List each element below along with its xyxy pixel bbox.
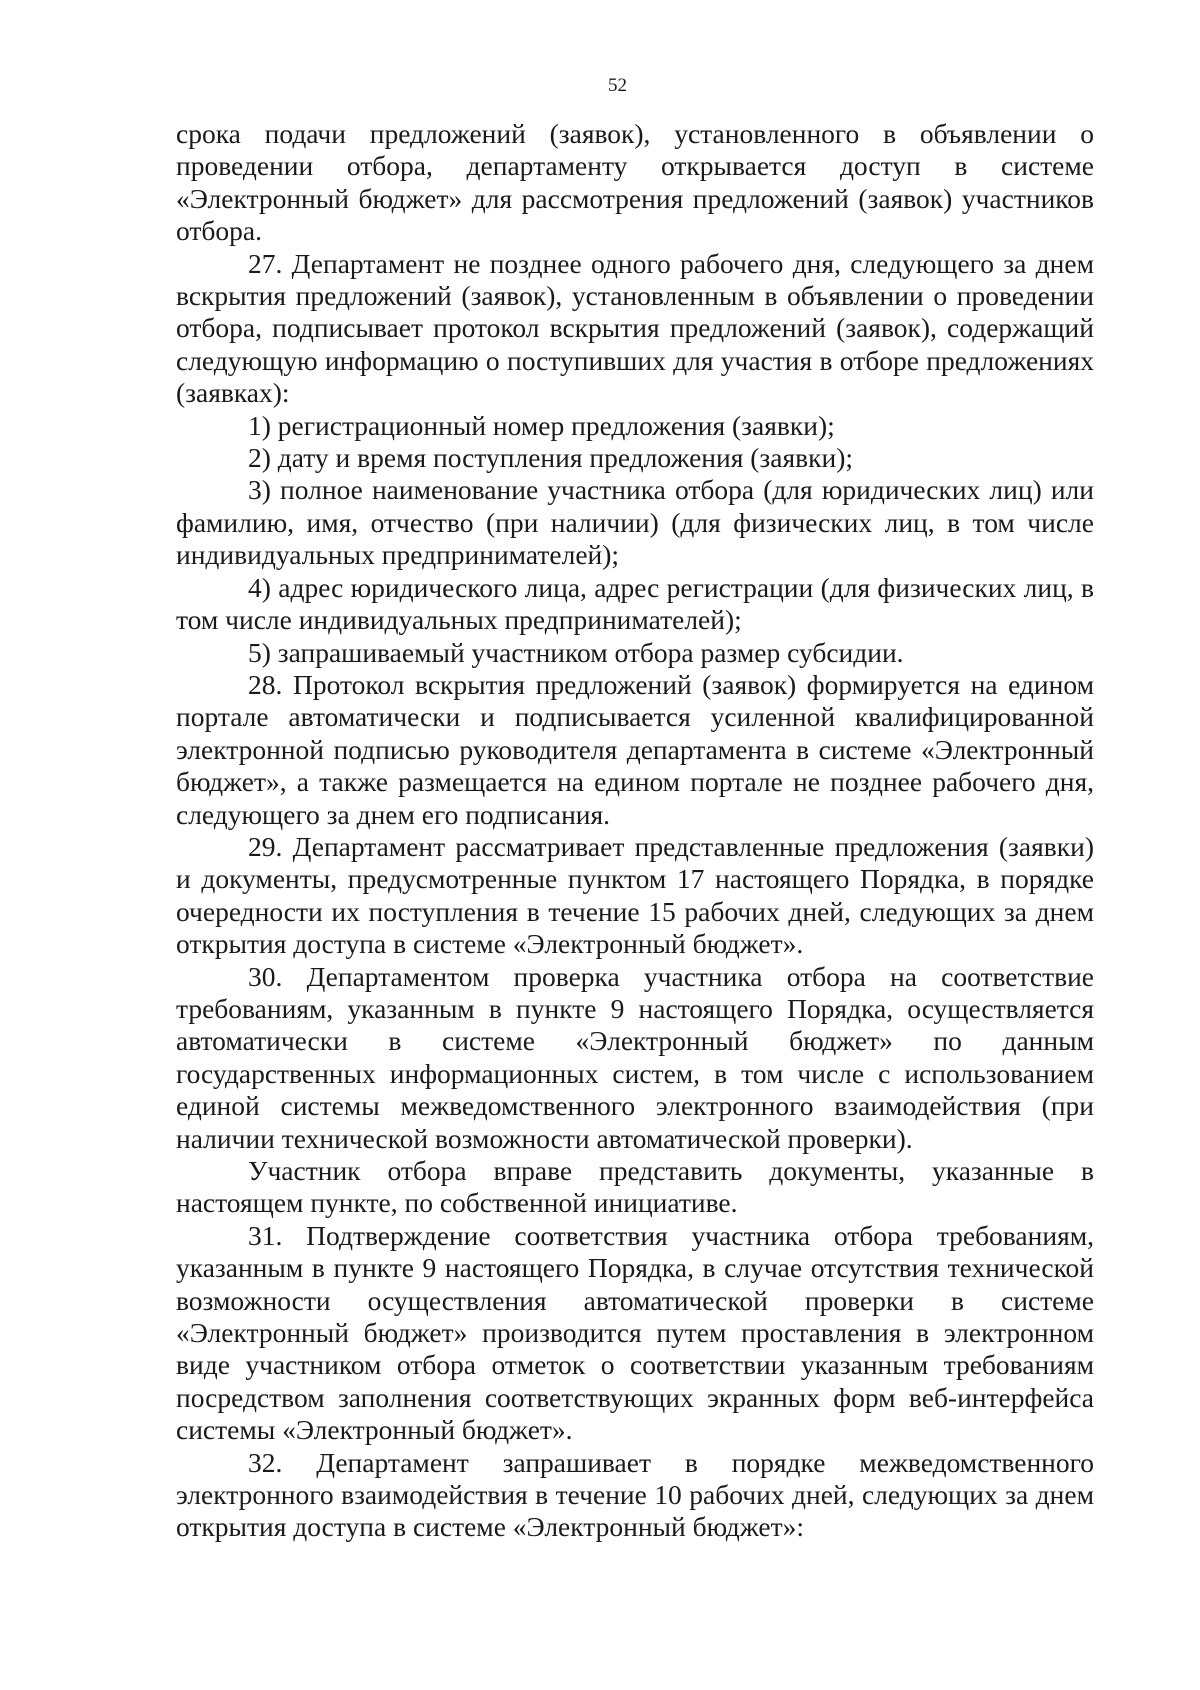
document-body — [176, 118, 1094, 1544]
paragraph-item-30-note: Участник отбора вправе представить документы, указанные в настоящем пункте, по собственной инициативе. — [176, 1155, 1094, 1219]
list-item-1: 1) регистрационный номер предложения (заявки); — [248, 409, 835, 441]
paragraph-item-29: 29. Департамент рассматривает представленные предложения (заявки) и документы, предусмотренные пунктом 17 настоящего Порядка, в порядке очередности их поступления в течение 15 рабочих дней, следующих за днем открытия доступа в системе «Электронный бюджет». — [176, 830, 1094, 960]
paragraph-item-27: 27. Департамент не позднее одного рабочего дня, следующего за днем вскрытия предложений (заявок), установленным в объявлении о проведении отбора, подписывает протокол вскрытия предложений (заявок), содержащий следующую информацию о поступивших для участия в отборе предложениях (заявках): — [176, 247, 1094, 409]
list-item-4: 4) адрес юридического лица, адрес регистрации (для физических лиц, в том числе индивидуальных предпринимателей); — [176, 571, 1094, 636]
paragraph-item-32: 32. Департамент запрашивает в порядке межведомственного электронного взаимодействия в течение 10 рабочих дней, следующих за днем открытия доступа в системе «Электронный бюджет»: — [176, 1446, 1094, 1543]
list-item-5: 5) запрашиваемый участником отбора размер субсидии. — [248, 636, 904, 668]
list-item-2: 2) дату и время поступления предложения (заявки); — [248, 442, 853, 474]
list-item-3: 3) полное наименование участника отбора (для юридических лиц) или фамилию, имя, отчество (при наличии) (для физических лиц, в том числе индивидуальных предпринимателей); — [176, 474, 1094, 571]
paragraph-continuation: срока подачи предложений (заявок), установленного в объявлении о проведении отбора, департаменту открывается доступ в системе «Электронный бюджет» для рассмотрения предложений (заявок) участников отбора. — [176, 118, 1094, 247]
paragraph-item-28: 28. Протокол вскрытия предложений (заявок) формируется на едином портале автоматически и подписывается усиленной квалифицированной электронной подписью руководителя департамента в системе «Электронный бюджет», а также размещается на едином портале не позднее рабочего дня, следующего за днем его подписания. — [176, 668, 1094, 830]
paragraph-item-30: 30. Департаментом проверка участника отбора на соответствие требованиям, указанным в пункте 9 настоящего Порядка, осуществляется автоматически в системе «Электронный бюджет» по данным государственных информационных систем, в том числе с использованием единой системы межведомственного электронного взаимодействия (при наличии технической возможности автоматической проверки). — [176, 960, 1094, 1154]
page-number: 52 — [608, 75, 627, 96]
paragraph-item-31: 31. Подтверждение соответствия участника отбора требованиям, указанным в пункте 9 настоящего Порядка, в случае отсутствия технической возможности осуществления автоматической проверки в системе «Электронный бюджет» производится путем проставления в электронном виде участником отбора отметок о соответствии указанным требованиям посредством заполнения соответствующих экранных форм веб-интерфейса системы «Электронный бюджет». — [176, 1219, 1094, 1446]
